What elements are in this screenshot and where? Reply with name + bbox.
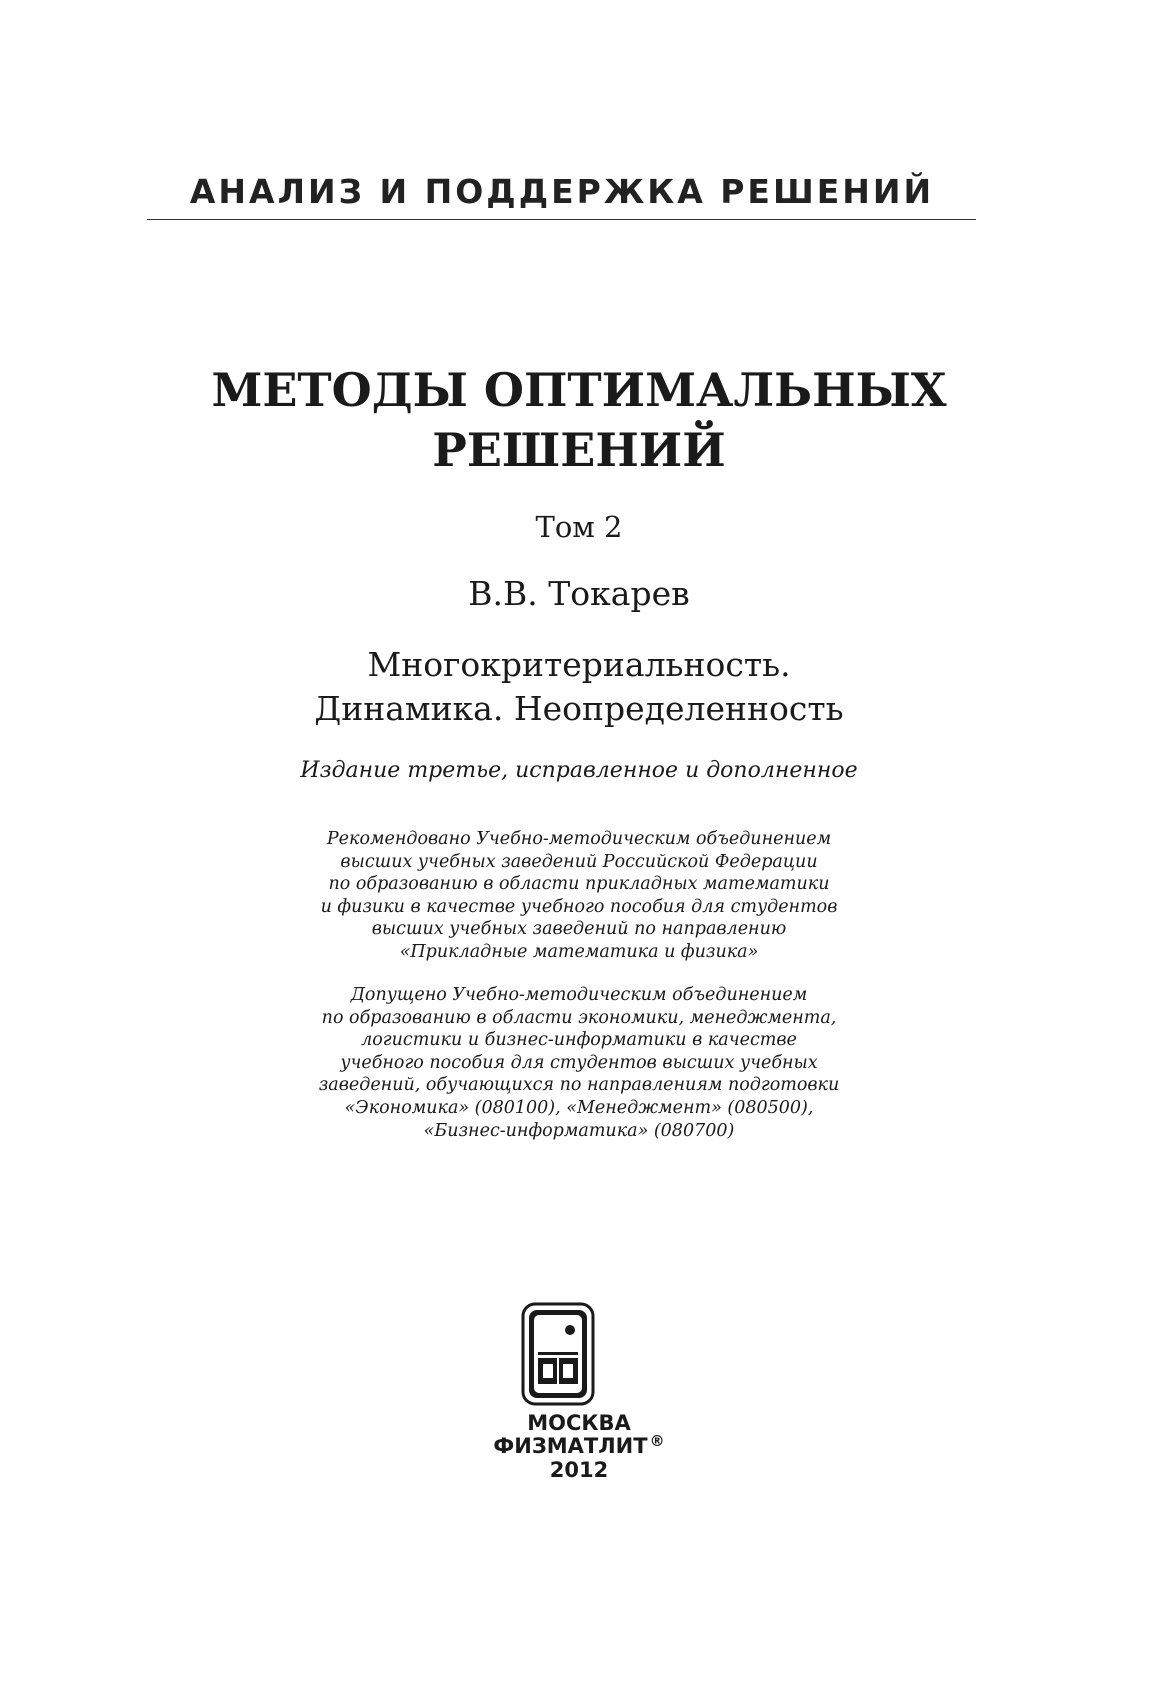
series-title: АНАЛИЗ И ПОДДЕРЖКА РЕШЕНИЙ <box>189 172 935 211</box>
book-subtitle <box>100 643 1058 731</box>
subtitle-line-1: Многокритериальность. <box>367 645 791 684</box>
imprint-year: 2012 <box>549 1458 609 1482</box>
author-name: В.В. Токарев <box>468 574 690 613</box>
recommendation-line: по образованию в области прикладных математики <box>328 874 830 895</box>
volume-number: Том 2 <box>535 510 623 544</box>
registered-mark: ® <box>649 1432 665 1450</box>
imprint-city: МОСКВА <box>527 1411 631 1435</box>
publisher-name: ФИЗМАТЛИТ <box>493 1434 648 1458</box>
recommendation-line: «Прикладные математика и физика» <box>399 941 759 962</box>
series-divider <box>147 219 976 220</box>
recommendation-line: высших учебных заведений Российской Федерации <box>340 851 818 872</box>
imprint-publisher <box>420 1434 738 1458</box>
book-title-line-1: МЕТОДЫ ОПТИМАЛЬНЫХ <box>211 363 947 417</box>
recommendation-line: Рекомендовано Учебно-методическим объединением <box>326 829 832 849</box>
approval-stamp <box>150 984 1008 1142</box>
approval-line: Допущено Учебно-методическим объединением <box>350 985 808 1005</box>
book-title-line-2: РЕШЕНИЙ <box>432 423 726 477</box>
edition-note: Издание третье, исправленное и дополненное <box>300 758 858 783</box>
approval-line: по образованию в области экономики, менеджмента, <box>321 1007 837 1028</box>
publisher-logo-icon <box>521 1302 595 1406</box>
subtitle-line-2: Динамика. Неопределенность <box>314 689 844 728</box>
recommendation-stamp <box>150 828 1008 964</box>
approval-line: «Экономика» (080100), «Менеджмент» (080500), <box>344 1097 814 1118</box>
approval-line: заведений, обучающихся по направлениям подготовки <box>318 1075 840 1096</box>
book-title <box>100 360 1058 480</box>
approval-line: логистики и бизнес-информатики в качестве <box>361 1030 797 1051</box>
approval-line: учебного пособия для студентов высших учебных <box>340 1052 818 1073</box>
recommendation-line: и физики в качестве учебного пособия для студентов <box>320 896 838 917</box>
recommendation-line: высших учебных заведений по направлению <box>371 919 787 940</box>
approval-line: «Бизнес-информатика» (080700) <box>423 1120 735 1141</box>
